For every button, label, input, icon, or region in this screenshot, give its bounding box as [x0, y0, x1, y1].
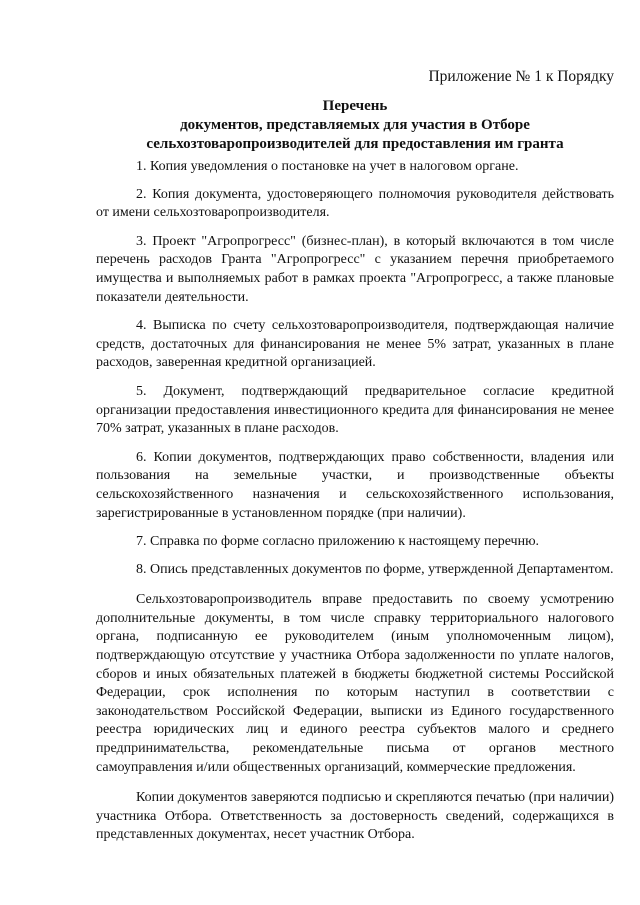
list-item-1: 1. Копия уведомления о постановке на учет в налоговом органе. — [136, 159, 519, 174]
additional-documents-paragraph: Сельхозтоваропроизводитель вправе предоставить по своему усмотрению дополнительные документы, в том числе справку территориального налогового органа, подписанную ее руководителем (иным уполномоченным лицом), подтверждающую отсутствие у участника Отбора задолженности по уплате налогов, сборов и иных обязательных платежей в бюджеты бюджетной системы Российской Федерации, срок исполнения по которым наступил в соответствии с законодательством Российской Федерации, выписки из Единого государственного реестра юридических лиц и единого реестра субъектов малого и среднего предпринимательства, рекомендательные письма от органов местного самоуправления и/или общественных организаций, коммерческие предложения. — [96, 592, 614, 775]
document-title — [96, 97, 614, 154]
appendix-reference: Приложение № 1 к Порядку — [428, 68, 614, 85]
list-item-3: 3. Проект "Агропрогресс" (бизнес-план), в который включаются в том числе перечень расходов Гранта "Агропрогресс" с указанием перечня приобретаемого имущества и выполняемых работ в рамках проекта "Агропрогресс, а также плановые показатели деятельности. — [96, 233, 614, 305]
list-item-4: 4. Выписка по счету сельхозтоваропроизводителя, подтверждающая наличие средств, достаточных для финансирования не менее 5% затрат, указанных в плане расходов, заверенная кредитной организацией. — [96, 318, 614, 371]
document-list — [96, 158, 614, 579]
list-item-7: 7. Справка по форме согласно приложению к настоящему перечню. — [136, 534, 540, 550]
title-line-3: сельхозтоваропроизводителей для предоставления им гранта — [146, 136, 564, 152]
title-line-1: Перечень — [322, 98, 388, 114]
title-line-2: документов, представляемых для участия в Отборе — [180, 117, 530, 133]
list-item-5: 5. Документ, подтверждающий предварительное согласие кредитной организации предоставления инвестиционного кредита для финансирования не менее 70% затрат, указанных в плане расходов. — [96, 383, 614, 437]
certification-paragraph: Копии документов заверяются подписью и скрепляются печатью (при наличии) участника Отбора. Ответственность за достоверность сведений, содержащихся в представленных документах, несет участник Отбора. — [96, 790, 614, 843]
list-item-6: 6. Копии документов, подтверждающих право собственности, владения или пользования на земельные участки, и производственные объекты сельскохозяйственного назначения и сельскохозяйственного использования, зарегистрированные в установленном порядке (при наличии). — [96, 449, 614, 521]
list-item-8: 8. Опись представленных документов по форме, утвержденной Департаментом. — [136, 561, 614, 577]
list-item-2: 2. Копия документа, удостоверяющего полномочия руководителя действовать от имени сельхозтоваропроизводителя. — [96, 186, 614, 221]
